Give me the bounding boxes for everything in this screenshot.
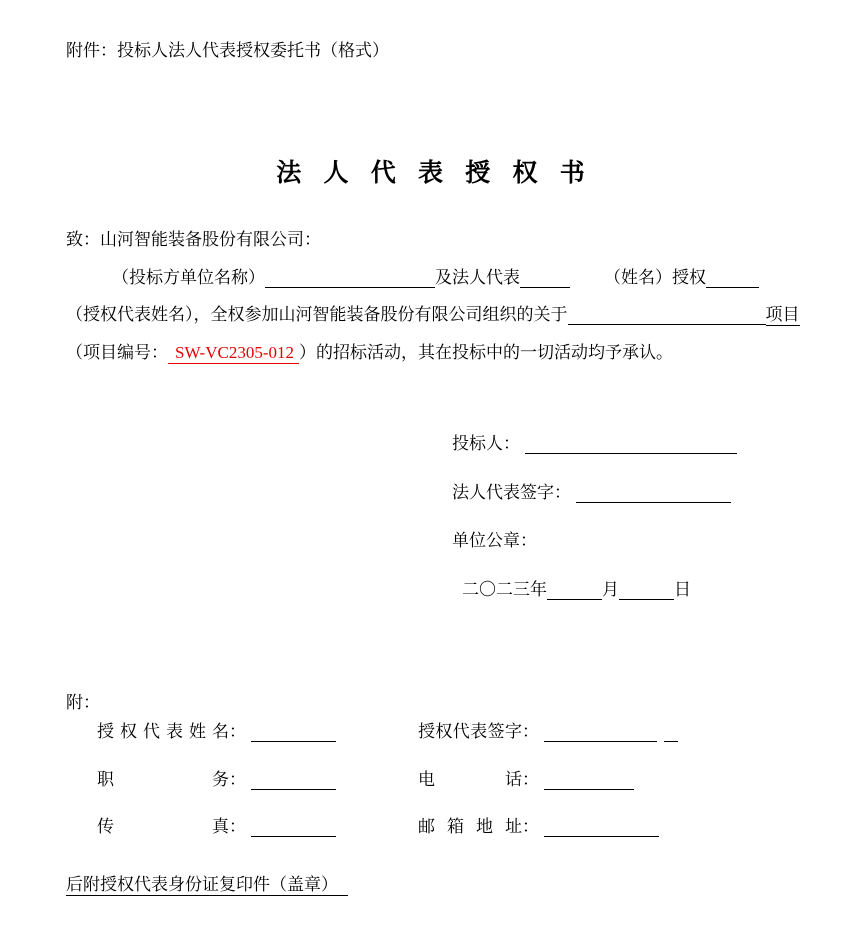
- colon: ：: [522, 722, 539, 741]
- date-year-label: 二〇二三年: [462, 580, 547, 599]
- attachment-note: 附件：投标人法人代表授权委托书（格式）: [66, 41, 389, 60]
- phone-label: 电话: [418, 770, 522, 789]
- blank-auth-rep-name: [251, 736, 336, 742]
- date-month-label: 月: [602, 580, 619, 599]
- attachment-heading: 附：: [66, 693, 100, 712]
- project-line: [66, 296, 826, 334]
- blank-extra-segment: [664, 736, 678, 742]
- attachment-row: [97, 812, 797, 836]
- fax-field: [97, 817, 336, 836]
- blank-month: [547, 594, 602, 600]
- footer-note-text: 后附授权代表身份证复印件（盖章）: [66, 874, 348, 896]
- code-line-prefix: （项目编号：: [66, 342, 168, 362]
- position-label: 职务: [97, 770, 229, 789]
- blank-phone: [544, 784, 634, 790]
- colon: ：: [522, 817, 539, 836]
- blank-fax: [251, 831, 336, 837]
- blank-position: [251, 784, 336, 790]
- project-line-suffix: 项目: [766, 304, 800, 326]
- signature-block: [452, 429, 812, 629]
- colon: ：: [229, 817, 246, 836]
- legal-rep-signature-line: [452, 478, 731, 503]
- fax-label: 传真: [97, 817, 229, 836]
- date-day-label: 日: [674, 580, 691, 599]
- bidder-label: 投标人：: [452, 434, 520, 453]
- blank-unit-name: [265, 282, 435, 288]
- project-line-prefix: （授权代表姓名），全权参加山河智能装备股份有限公司组织的关于: [66, 305, 568, 324]
- bidder-line: [66, 259, 826, 297]
- auth-rep-name-label: 授权代表姓名: [97, 722, 229, 741]
- unit-name-label: （投标方单位名称）: [112, 267, 265, 287]
- auth-rep-sign-field: [418, 717, 678, 742]
- date-line: [462, 575, 691, 600]
- blank-legal-rep-sign: [576, 497, 731, 503]
- email-field: [418, 812, 659, 837]
- legal-rep-sign-label: 法人代表签字：: [452, 483, 571, 502]
- phone-field: [418, 765, 634, 790]
- blank-auth-name: [706, 282, 759, 288]
- blank-legal-rep: [520, 282, 570, 288]
- colon: ：: [229, 722, 246, 741]
- seal-label: 单位公章：: [452, 531, 537, 550]
- bidder-signature-line: [452, 429, 737, 454]
- auth-rep-name-field: [97, 722, 336, 741]
- attachment-row: [97, 765, 797, 789]
- footer-note: [66, 874, 348, 896]
- blank-day: [619, 594, 674, 600]
- blank-email: [544, 831, 659, 837]
- project-code-line: [66, 334, 826, 372]
- colon: ：: [522, 770, 539, 789]
- code-line-suffix: ）的招标活动，其在投标中的一切活动均予承认。: [299, 342, 673, 362]
- auth-rep-sign-label: 授权代表签字: [418, 722, 522, 741]
- seal-line: [452, 526, 537, 551]
- legal-rep-label: 及法人代表: [435, 267, 520, 287]
- name-auth-label: （姓名）授权: [604, 267, 706, 287]
- blank-project-name: [568, 319, 766, 325]
- position-field: [97, 770, 336, 789]
- salutation-line: 致：山河智能装备股份有限公司：: [66, 230, 321, 249]
- attachment-row: [97, 717, 797, 741]
- attachment-section: [66, 688, 806, 848]
- colon: ：: [229, 770, 246, 789]
- document-title: 法 人 代 表 授 权 书: [276, 160, 586, 187]
- email-label: 邮箱地址: [418, 817, 522, 836]
- blank-bidder: [525, 448, 737, 454]
- project-code: SW-VC2305-012: [168, 342, 299, 364]
- blank-auth-rep-sign: [544, 736, 657, 742]
- body-paragraph: [66, 221, 826, 371]
